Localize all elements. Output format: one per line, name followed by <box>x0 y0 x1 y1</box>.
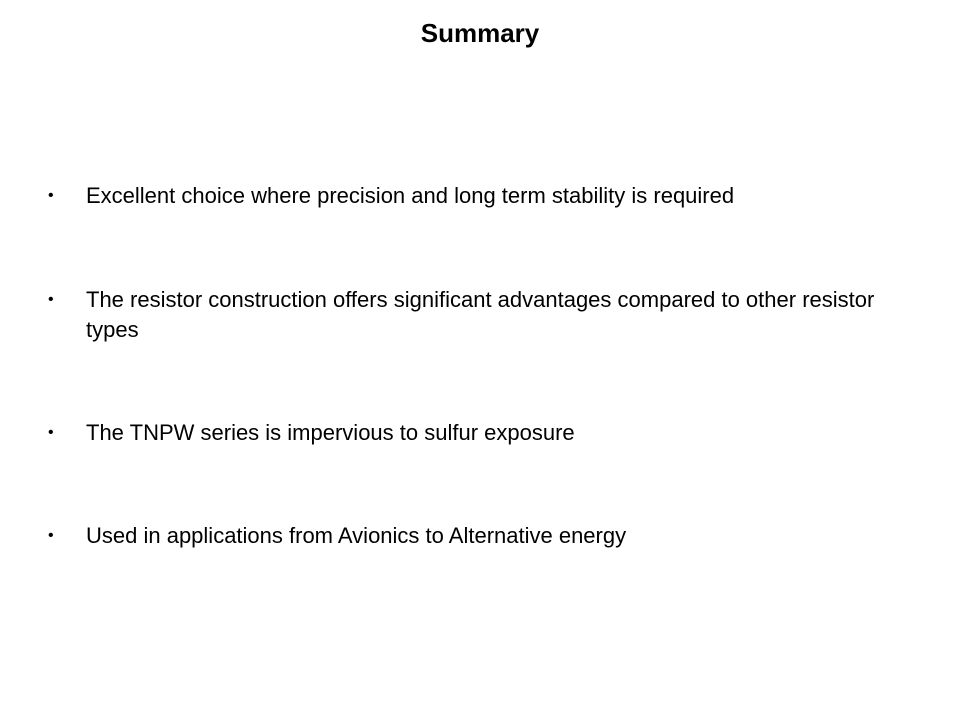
bullet-icon: • <box>48 424 54 441</box>
bullet-text: Used in applications from Avionics to Alternative energy <box>86 523 627 548</box>
bullet-text: Excellent choice where precision and long term stability is required <box>86 183 735 208</box>
bullet-icon: • <box>48 527 54 544</box>
bullet-text: The TNPW series is impervious to sulfur exposure <box>86 420 575 445</box>
bullet-item <box>48 285 928 345</box>
bullet-icon: • <box>48 187 54 204</box>
bullet-icon: • <box>48 291 54 308</box>
bullet-item <box>48 418 928 448</box>
bullet-item <box>48 181 928 211</box>
bullet-text: The resistor construction offers significant advantages compared to other resistor types <box>86 287 875 342</box>
bullet-item <box>48 521 928 551</box>
slide-title: Summary <box>420 18 540 48</box>
